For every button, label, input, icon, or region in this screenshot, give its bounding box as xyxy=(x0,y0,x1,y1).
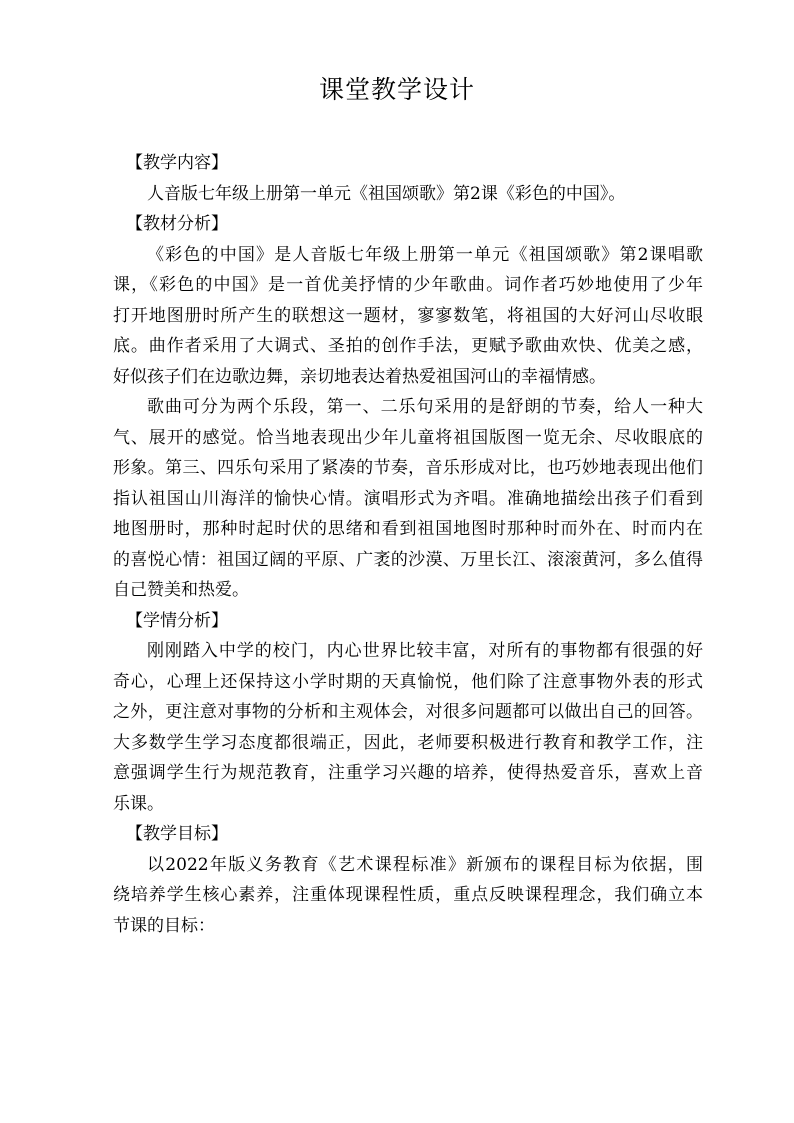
text-line: 指认祖国山川海洋的愉快心情。演唱形式为齐唱。准确地描绘出孩子们看到 xyxy=(113,488,703,509)
text-line: 乐课。 xyxy=(113,793,164,814)
material-analysis-paragraph-1 xyxy=(113,240,703,393)
text-line: 奇心，心理上还保持这小学时期的天真愉悦，他们除了注意事物外表的形式 xyxy=(113,671,703,692)
text-line: 人音版七年级上册第一单元《祖国颂歌》第2课《彩色的中国》。 xyxy=(147,183,626,204)
text-line: 歌曲可分为两个乐段，第一、二乐句采用的是舒朗的节奏，给人一种大 xyxy=(147,397,703,417)
material-analysis-paragraph-2 xyxy=(113,392,703,606)
section-heading-material-analysis: 【教材分析】 xyxy=(126,214,228,234)
document-body xyxy=(113,148,703,941)
text-line: 打开地图册时所产生的联想这一题材，寥寥数笔，将祖国的大好河山尽收眼 xyxy=(113,305,703,326)
document-title: 课堂教学设计 xyxy=(318,75,475,104)
text-line: 地图册时，那种时起时伏的思绪和看到祖国地图时那种时而外在、时而内在 xyxy=(113,519,703,539)
text-line: 刚刚踏入中学的校门，内心世界比较丰富，对所有的事物都有很强的好 xyxy=(147,641,703,661)
text-line: 好似孩子们在边歌边舞，亲切地表达着热爱祖国河山的幸福情感。 xyxy=(113,366,606,387)
teaching-objectives-paragraph xyxy=(113,850,703,942)
section-heading-teaching-content: 【教学内容】 xyxy=(126,153,228,173)
text-line: 大多数学生学习态度都很端正，因此，老师要积极进行教育和教学工作，注 xyxy=(113,732,703,753)
text-line: 节课的目标： xyxy=(113,915,215,936)
section-heading-student-analysis: 【学情分析】 xyxy=(126,610,228,631)
teaching-content-paragraph xyxy=(113,179,703,210)
text-line: 之外，更注意对事物的分析和主观体会，对很多问题都可以做出自己的回答。 xyxy=(113,702,703,722)
text-line: 自己赞美和热爱。 xyxy=(113,580,249,600)
text-line: 气、展开的感觉。恰当地表现出少年儿童将祖国版图一览无余、尽收眼底的 xyxy=(113,427,703,448)
text-line: 课，《彩色的中国》是一首优美抒情的少年歌曲。词作者巧妙地使用了少年 xyxy=(113,275,703,295)
student-analysis-paragraph xyxy=(113,636,703,819)
section-heading-teaching-objectives: 【教学目标】 xyxy=(126,824,228,844)
text-line: 《彩色的中国》是人音版七年级上册第一单元《祖国颂歌》第2课唱歌 xyxy=(147,244,703,265)
text-line: 底。曲作者采用了大调式、圣拍的创作手法，更赋予歌曲欢快、优美之感， xyxy=(113,336,703,356)
text-line: 绕培养学生核心素养，注重体现课程性质，重点反映课程理念，我们确立本 xyxy=(113,885,703,905)
text-line: 意强调学生行为规范教育，注重学习兴趣的培养，使得热爱音乐，喜欢上音 xyxy=(113,763,703,783)
text-line: 的喜悦心情：祖国辽阔的平原、广袤的沙漠、万里长江、滚滚黄河，多么值得 xyxy=(113,549,703,570)
text-line: 形象。第三、四乐句采用了紧凑的节奏，音乐形成对比，也巧妙地表现出他们 xyxy=(113,458,703,478)
text-line: 以2022年版义务教育《艺术课程标准》新颁布的课程目标为依据，围 xyxy=(147,854,703,875)
